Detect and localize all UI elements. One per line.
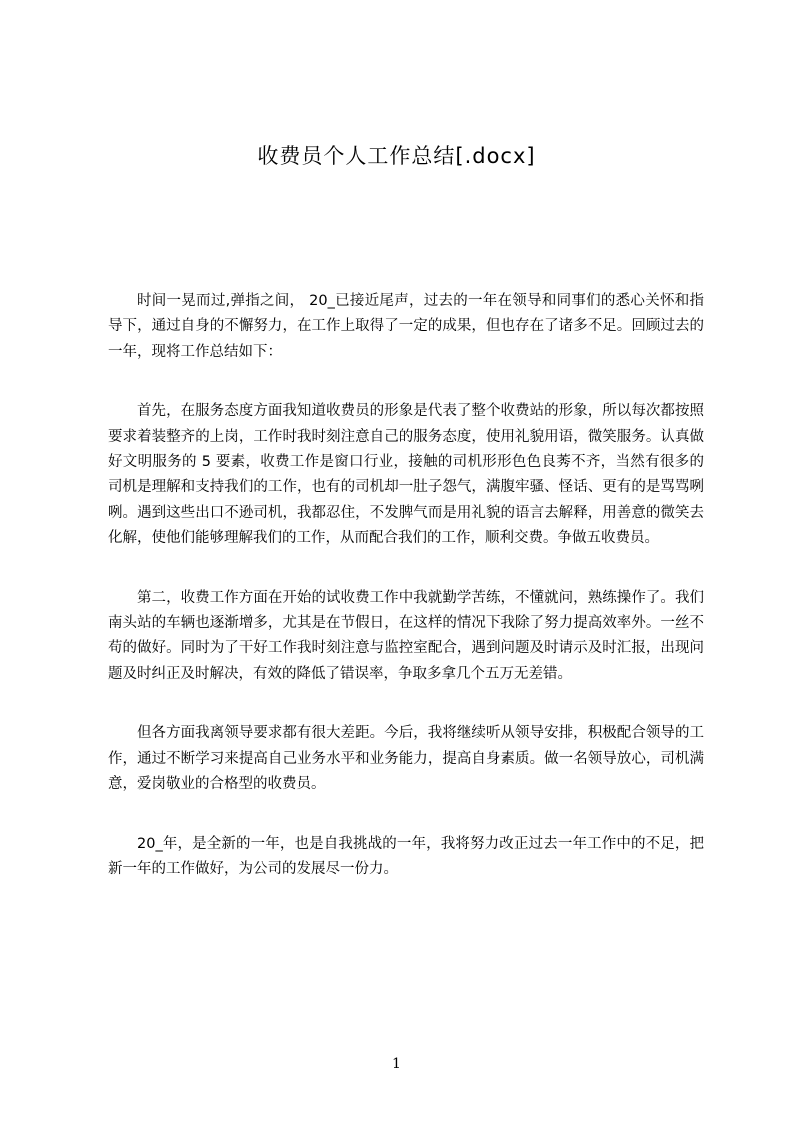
page-number: 1 <box>392 1056 401 1072</box>
paragraph-service-attitude: 首先，在服务态度方面我知道收费员的形象是代表了整个收费站的形象，所以每次都按照要求着装整齐的上岗，工作时我时刻注意自己的服务态度，使用礼貌用语，微笑服务。认真做好文明服务的 5 要素，收费工作是窗口行业，接触的司机形形色色良莠不齐，当然有很多的司机是理解和支持我们的工作，也有的司机却一肚子怨气，满腹牢骚、怪话、更有的是骂骂咧咧。遇到这些出口不逊司机，我都忍住，不发脾气而是用礼貌的语言去解释，用善意的微笑去化解，使他们能够理解我们的工作，从而配合我们的工作，顺利交费。争做五收费员。 <box>108 403 704 547</box>
paragraph-toll-work: 第二，收费工作方面在开始的试收费工作中我就勤学苦练，不懂就问，熟练操作了。我们南头站的车辆也逐渐增多，尤其是在节假日，在这样的情况下我除了努力提高效率外。一丝不苟的做好。同时为了干好工作我时刻注意与监控室配合，遇到问题及时请示及时汇报，出现问题及时纠正及时解决，有效的降低了错误率，争取多拿几个五万无差错。 <box>108 589 704 682</box>
document-title: 收费员个人工作总结[.docx] <box>257 144 536 168</box>
paragraph-intro: 时间一晃而过,弹指之间， 20_已接近尾声，过去的一年在领导和同事们的悉心关怀和指导下，通过自身的不懈努力，在工作上取得了一定的成果，但也存在了诸多不足。回顾过去的一年，现将工作总结如下： <box>108 293 704 360</box>
paragraph-shortcomings: 但各方面我离领导要求都有很大差距。今后，我将继续听从领导安排，积极配合领导的工作，通过不断学习来提高自己业务水平和业务能力，提高自身素质。做一名领导放心，司机满意，爱岗敬业的合格型的收费员。 <box>108 725 704 793</box>
paragraph-new-year: 20_年，是全新的一年，也是自我挑战的一年，我将努力改正过去一年工作中的不足，把新一年的工作做好，为公司的发展尽一份力。 <box>108 835 704 877</box>
document-body <box>108 289 704 916</box>
